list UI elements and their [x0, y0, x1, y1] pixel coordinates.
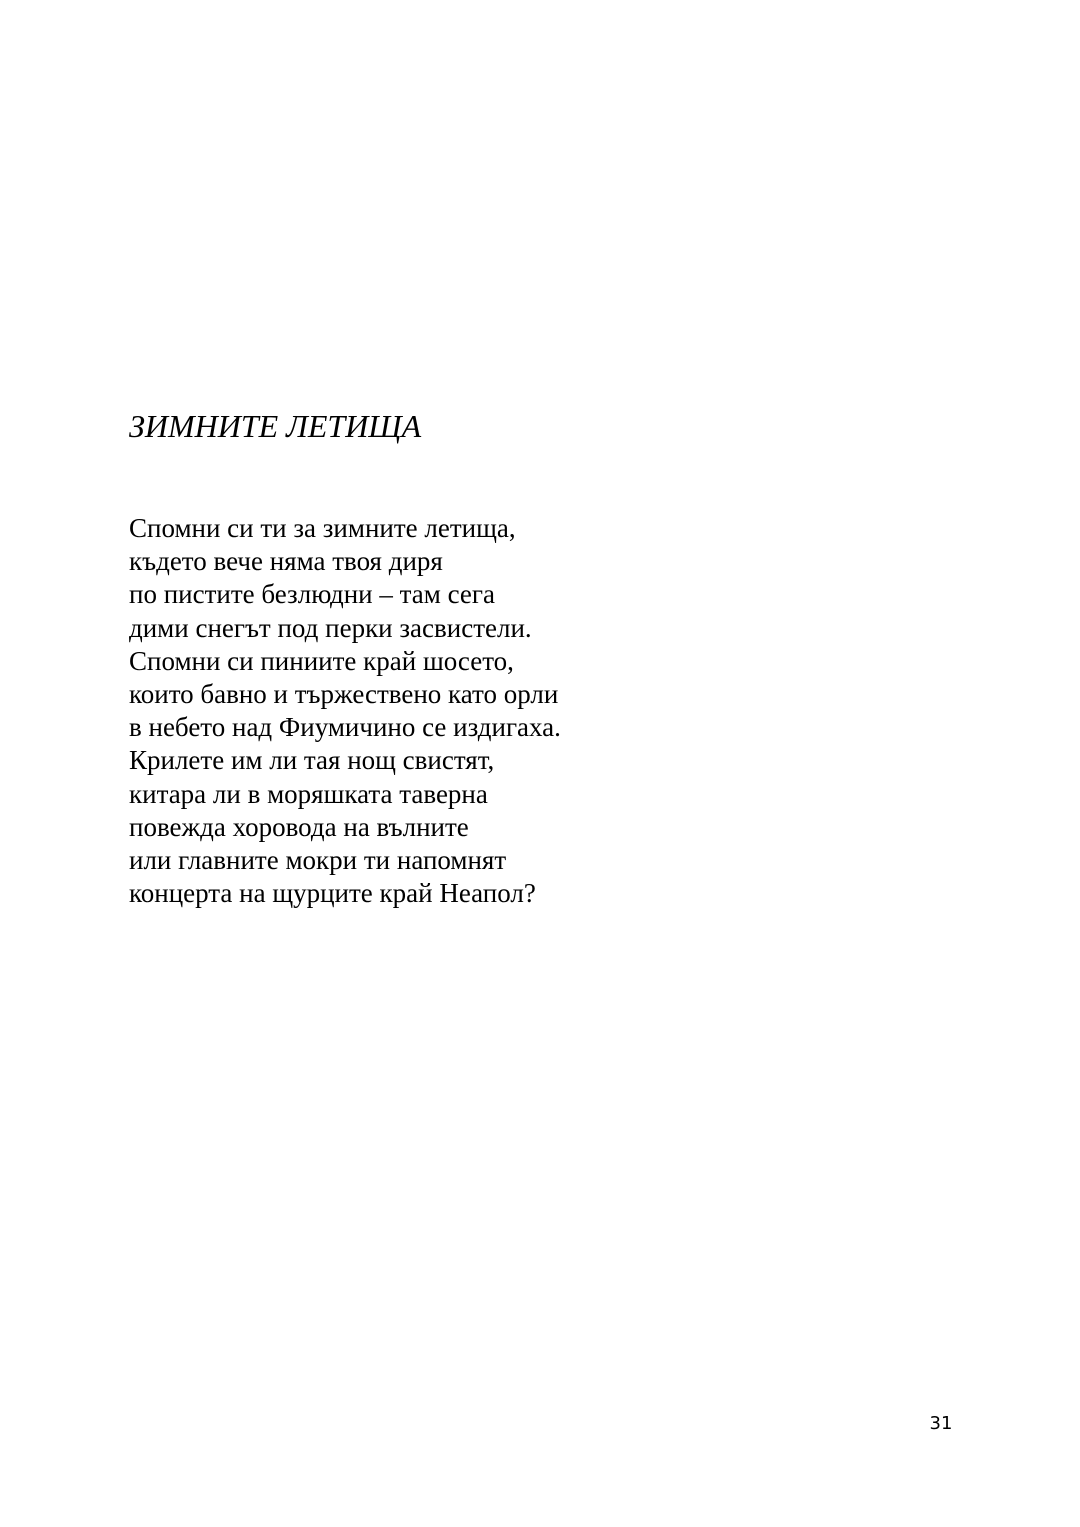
poem-line: Спомни си пиниите край шосето,: [129, 645, 514, 676]
poem-line: Крилете им ли тая нощ свистят,: [129, 745, 495, 776]
poem-body: [129, 512, 561, 910]
poem-title: ЗИМНИТЕ ЛЕТИЩА: [129, 408, 422, 444]
poem-line: в небето над Фиумичино се издигаха.: [129, 712, 561, 743]
poem-line: дими снегът под перки засвистели.: [129, 612, 532, 643]
poem-line: китара ли в моряшката таверна: [129, 778, 488, 809]
page-number: 31: [929, 1413, 953, 1434]
poem-line: концерта на щурците край Неапол?: [129, 878, 536, 909]
poem-line: Спомни си ти за зимните летища,: [129, 513, 516, 543]
poem-line: където вече няма твоя диря: [129, 546, 443, 577]
poem-line: повежда хоровода на вълните: [129, 811, 469, 842]
poem-line: или главните мокри ти напомнят: [129, 845, 507, 876]
poem-line: по пистите безлюдни – там сега: [129, 579, 495, 610]
poem-line: които бавно и тържествено като орли: [129, 679, 559, 710]
